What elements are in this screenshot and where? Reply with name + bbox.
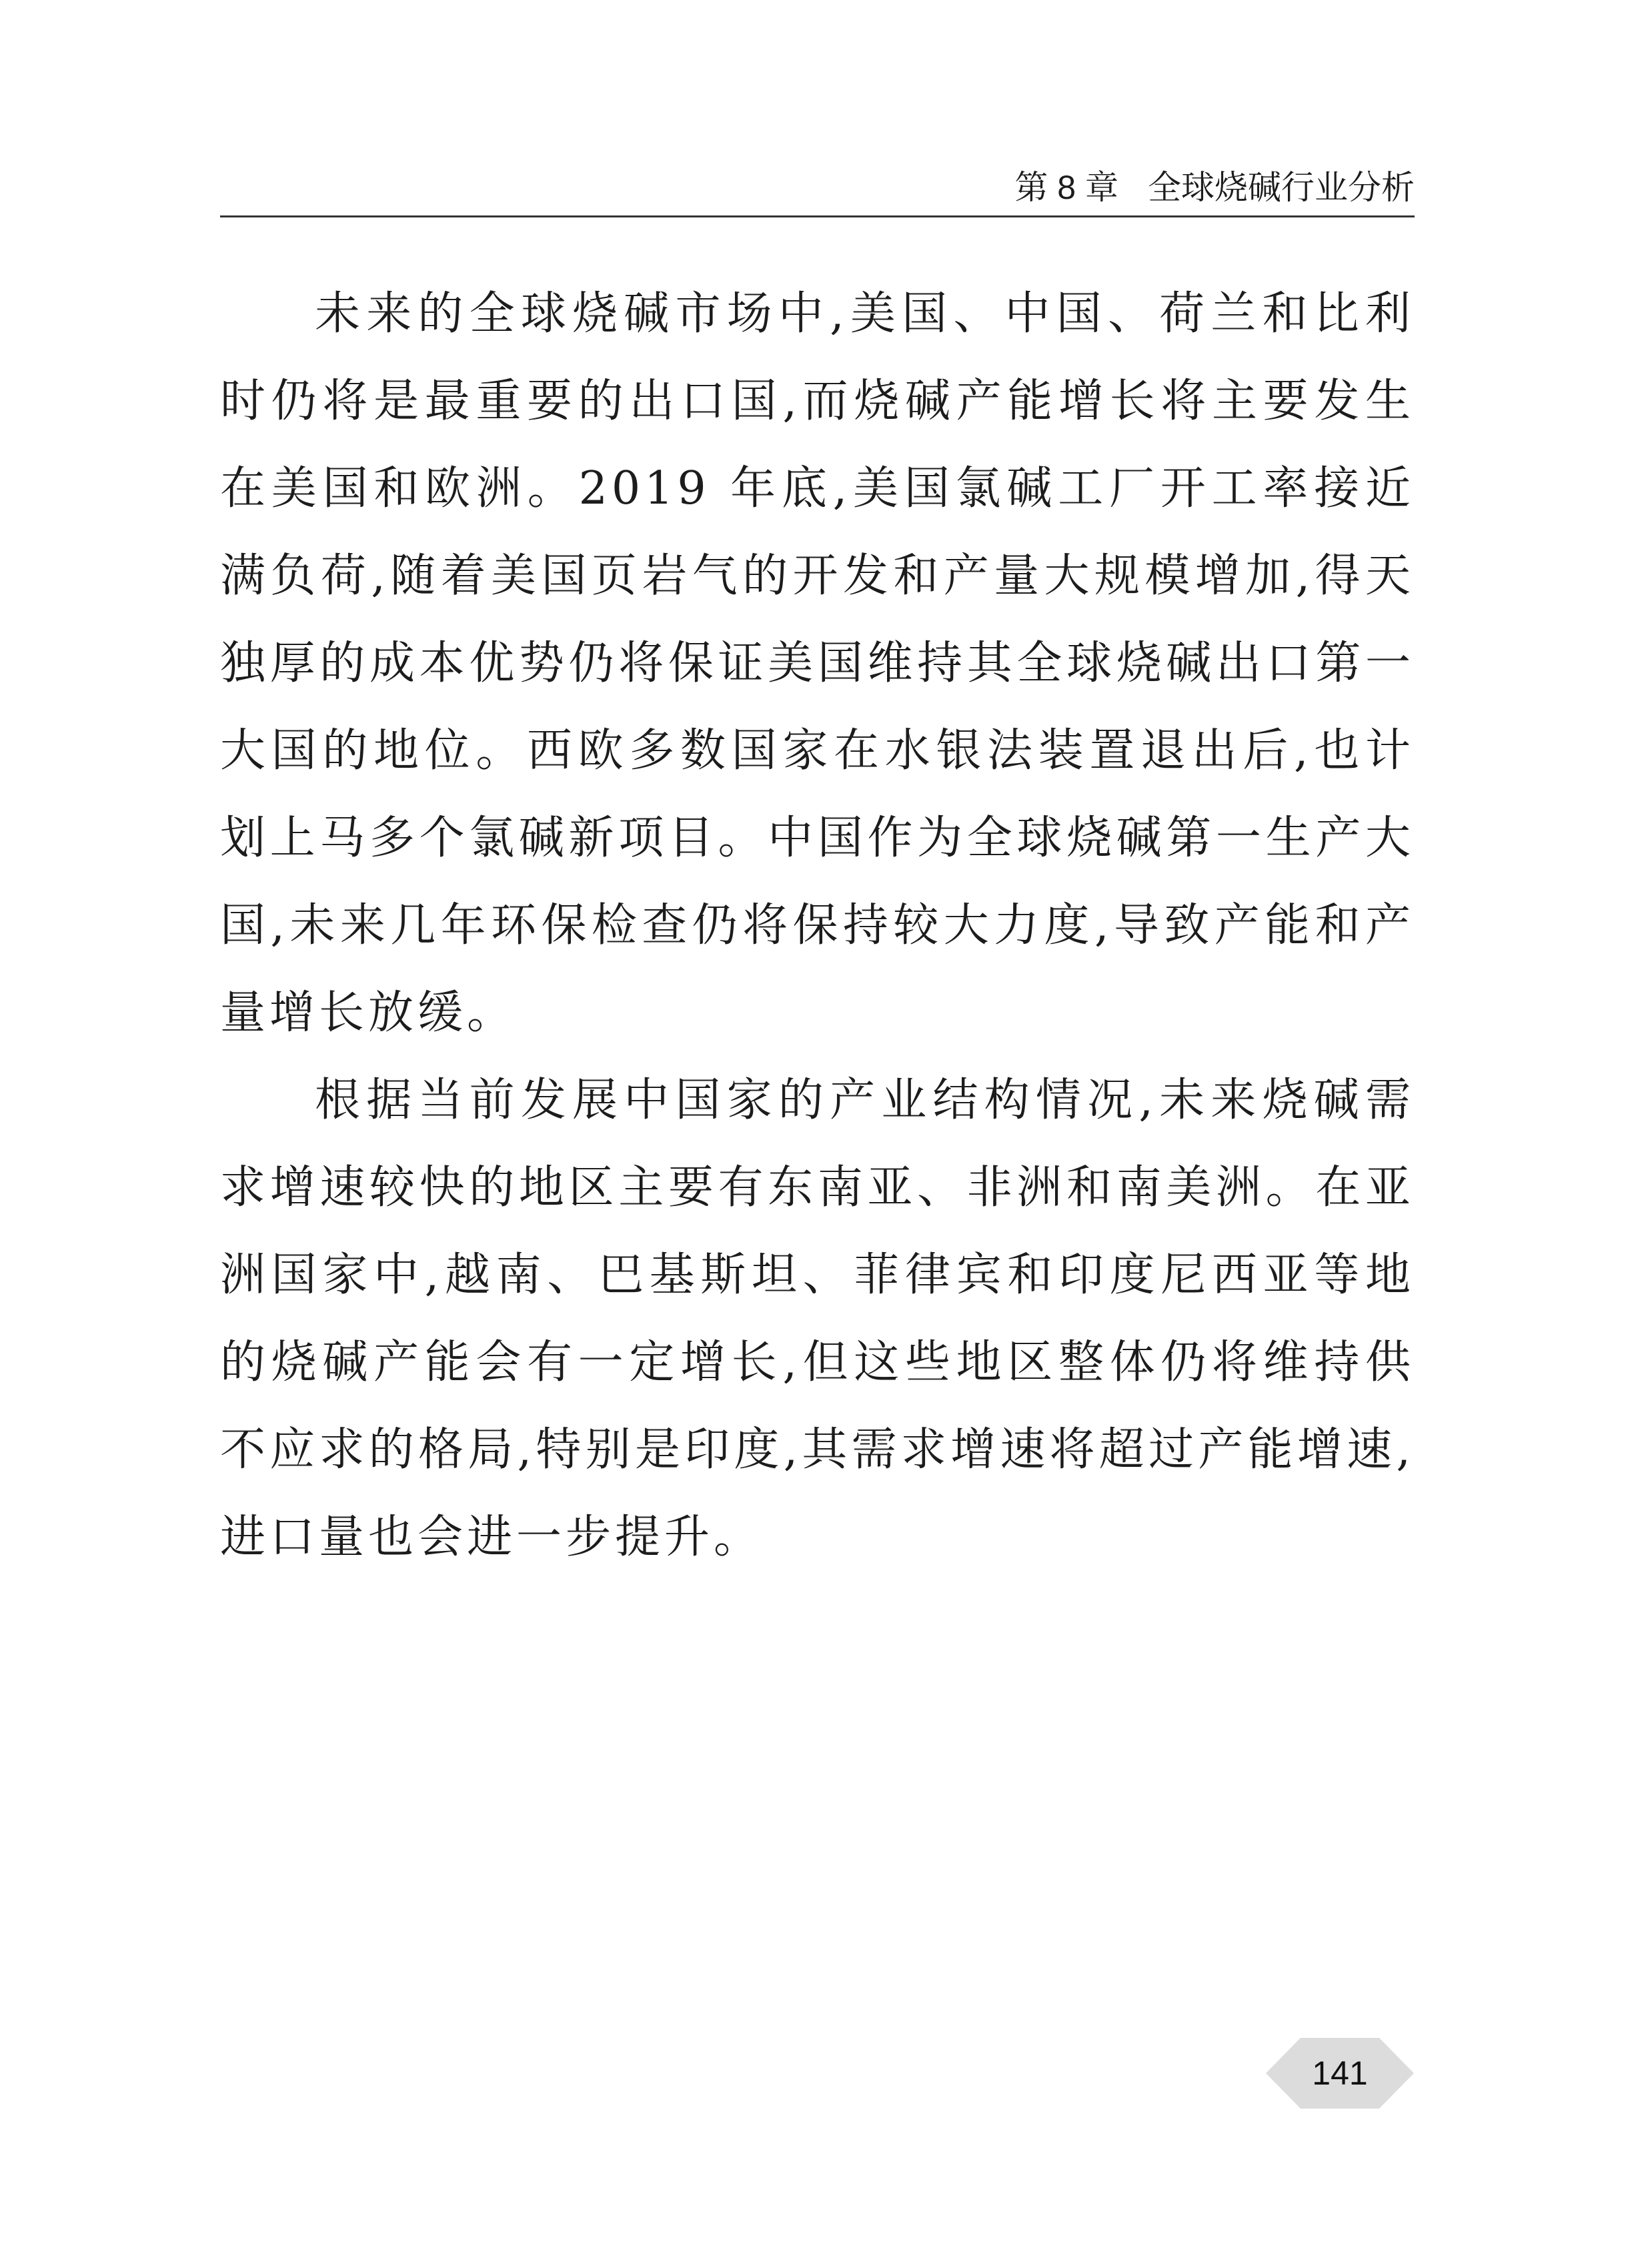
running-header xyxy=(220,163,1415,217)
paragraph: 未来的全球烧碱市场中,美国、中国、荷兰和比利时仍将是最重要的出口国,而烧碱产能增长将主要发生在美国和欧洲。2019 年底,美国氯碱工厂开工率接近满负荷,随着美国页岩气的开发和产量大规模增加,得天独厚的成本优势仍将保证美国维持其全球烧碱出口第一大国的地位。西欧多数国家在水银法装置退出后,也计划上马多个氯碱新项目。中国作为全球烧碱第一生产大国,未来几年环保检查仍将保持较大力度,导致产能和产量增长放缓。 xyxy=(220,288,1415,1039)
page-number-badge xyxy=(1266,2038,1414,2109)
paragraph: 根据当前发展中国家的产业结构情况,未来烧碱需求增速较快的地区主要有东南亚、非洲和南美洲。在亚洲国家中,越南、巴基斯坦、菲律宾和印度尼西亚等地的烧碱产能会有一定增长,但这些地区整体仍将维持供不应求的格局,特别是印度,其需求增速将超过产能增速,进口量也会进一步提升。 xyxy=(220,1074,1415,1564)
chapter-title: 全球烧碱行业分析 xyxy=(1148,169,1415,206)
chapter-number: 第 8 章 xyxy=(1014,169,1118,206)
page-number: 141 xyxy=(1312,2055,1368,2092)
body-text xyxy=(220,270,1415,1581)
